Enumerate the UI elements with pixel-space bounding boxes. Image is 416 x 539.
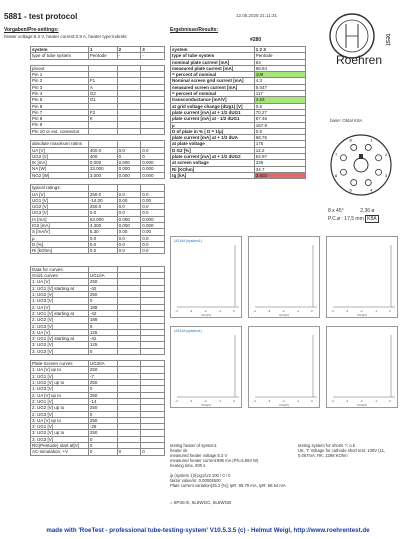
cell-value: 0.00 — [117, 197, 141, 203]
presettings-label: Vorgaben/Pre-settings: — [4, 27, 59, 33]
cell-value: 0 — [88, 298, 117, 304]
cell-value: 67.46 — [254, 116, 305, 122]
row-label: Pin 1 — [31, 72, 89, 78]
plot-title: UG1/IA (system1) — [174, 239, 202, 243]
cell-value: 400 — [88, 153, 117, 159]
cell-value: 250 — [88, 380, 117, 386]
cell-value: 0.0 — [117, 210, 141, 216]
cell-value: 0.6 — [254, 103, 305, 109]
cell-value: 0.0 — [117, 191, 141, 197]
row-label: nominal plate current [mA] — [171, 59, 255, 65]
row-label: 1: UG1 [V] starting at — [31, 285, 89, 291]
row-label: plate current [mA] at - 1/2 dUG1 — [171, 116, 255, 122]
row-label: at grid voltage change (dUg1) [V] — [171, 103, 255, 109]
cell-value: 0.00 — [141, 197, 165, 203]
row-label: system — [171, 47, 255, 53]
cell-value: 250 — [88, 292, 117, 298]
row-label: 2: UA [V] — [31, 304, 89, 310]
cell-value: 0.000 — [117, 166, 141, 172]
row-label: 3: UG1 [V] — [31, 424, 89, 430]
footer-credit: made with 'RoeTest - professional tube-testing-system' V10.5.3.5 (c) - Helmut Weigl, http://www.roehrentest.de — [46, 527, 370, 534]
cell-value: 0 — [88, 386, 117, 392]
row-label: 2: UG1 [V] — [31, 398, 89, 404]
curve-plot — [326, 326, 398, 408]
cell-value: 4.63 — [254, 97, 305, 103]
cell-value: 68.84 — [254, 65, 305, 71]
row-label: Pin 5 — [31, 97, 89, 103]
cell-value: - — [117, 53, 141, 59]
cell-value: 0.000 — [141, 160, 165, 166]
cell-value: -42 — [88, 285, 117, 291]
socket-pin — [351, 180, 357, 186]
row-label: 1: UG3 [V] — [31, 386, 89, 392]
row-label: D of plate in % ( D = 1/µ) — [171, 128, 255, 134]
note-line: ip (system 1)/(Ug1/U3 100 / 0 / 0 — [170, 473, 231, 478]
cell-value: 225 — [254, 160, 305, 166]
cell-value: 250 — [88, 367, 117, 373]
cell-value: 5.30 — [88, 229, 117, 235]
row-label: 2: UG2 [V] — [31, 317, 89, 323]
row-label: 2: UG1 [V] starting at — [31, 310, 89, 316]
socket-pin-number: 6 — [334, 172, 338, 178]
row-label: 1: UA [V] — [31, 279, 89, 285]
tick-label: -3 — [267, 399, 271, 403]
note-line: faktor value/m: 0.00004500 — [170, 478, 221, 483]
row-label: Ri [kOhm] — [31, 248, 89, 254]
tick-label: 0 — [311, 399, 313, 403]
cell-value: 0 — [88, 449, 117, 455]
cell-value: A — [88, 84, 117, 90]
cell-value: 400.0 — [88, 147, 117, 153]
table-row — [171, 172, 306, 178]
cell-value: 0 — [88, 348, 117, 354]
cell-value: 0 — [88, 436, 117, 442]
tick-label: -1 — [296, 399, 300, 403]
tick-label: -3 — [189, 399, 193, 403]
row-label: Grid1 curves: — [31, 273, 89, 279]
cell-value: 0 — [141, 153, 165, 159]
socket-pin-number: 2 — [384, 152, 388, 158]
cell-value: K — [88, 116, 117, 122]
socket-pin-number: 8 — [349, 137, 352, 143]
cell-value: 0.000 — [88, 160, 117, 166]
cell-value: 0 — [88, 323, 117, 329]
cell-value: 4.300 — [88, 222, 117, 228]
base-label: base: Oktal K8A — [330, 118, 363, 123]
cell-value: 109 — [254, 72, 305, 78]
cell-value: 157.9 — [254, 122, 305, 128]
roehrentest-logo — [316, 12, 402, 70]
row-label: µ — [171, 122, 255, 128]
tick-label: 0 — [233, 309, 235, 313]
row-label: IK [mA] — [31, 160, 89, 166]
cell-value: G2 — [88, 90, 117, 96]
row-label: Pin 7 — [31, 109, 89, 115]
row-label: 3: UG1 [V] starting at — [31, 336, 89, 342]
cell-value: 1 — [88, 47, 117, 53]
cell-value: 5.047 — [254, 84, 305, 90]
row-label: 3: UG2 [V] — [31, 342, 89, 348]
cell-value: -42 — [88, 336, 117, 342]
cell-value: -14.00 — [88, 197, 117, 203]
cell-value: Pentode — [254, 53, 305, 59]
cell-value: 250 — [88, 392, 117, 398]
cell-value: 0 — [88, 443, 117, 449]
cell-value: 250 — [88, 405, 117, 411]
x-axis-label: UG2[V] — [357, 403, 367, 407]
cell-value: 0.000 — [117, 172, 141, 178]
row-label: type of tube system — [171, 53, 255, 59]
note-line: UK, T: Voltage for cathode short test: 100V (11, — [298, 448, 386, 453]
cell-value: 34.7 — [254, 166, 305, 172]
row-label: at screen voltage — [171, 160, 255, 166]
cell-value: 250 — [88, 430, 117, 436]
tick-label: -2 — [204, 399, 207, 403]
tick-label: 0 — [233, 399, 235, 403]
cell-value: 0.0 — [141, 191, 165, 197]
row-label: measured plate current [mA] — [171, 65, 255, 71]
row-label: Pin 9 — [31, 122, 89, 128]
row-label: transconductance [mA/V] — [171, 97, 255, 103]
cell-value: 0.000 — [141, 222, 165, 228]
row-label: Pin 2 — [31, 78, 89, 84]
tick-label: -4 — [175, 309, 178, 313]
row-label: 3: UA [V] up to — [31, 417, 89, 423]
row-label: D G2 [%] — [171, 147, 255, 153]
row-label: Pin 4 — [31, 90, 89, 96]
cell-value: 0.000 — [117, 216, 141, 222]
cell-value: 70.27 — [254, 109, 305, 115]
equivalent-tubes: = 6P3S-E, 6L6WGC, 6L6WGB — [170, 500, 232, 505]
cell-value: - — [141, 53, 165, 59]
row-label: 2: UG3 [V] — [31, 411, 89, 417]
tick-label: -4 — [331, 399, 334, 403]
note-line: measured heater current:895 mA (Ph=5.594 W) — [170, 458, 259, 463]
cell-value: 188 — [88, 317, 117, 323]
tick-label: -2 — [204, 309, 207, 313]
tick-label: -2 — [360, 309, 363, 313]
cell-value: 0.0 — [88, 248, 117, 254]
row-label: at plate voltage — [171, 141, 255, 147]
row-label: UG2 [V] — [31, 204, 89, 210]
cell-value: -28 — [88, 424, 117, 430]
cell-value: UG2/IA — [88, 361, 117, 367]
tick-label: -1 — [374, 399, 378, 403]
note-line: testing heater of system1 — [170, 443, 217, 448]
cell-value: 0.0 — [141, 204, 165, 210]
row-label: system — [31, 47, 89, 53]
x-axis-label: UG1[V] — [279, 313, 289, 317]
cell-value: 0 — [117, 153, 141, 159]
results-table — [170, 46, 306, 179]
cell-value: 12.2 — [254, 147, 305, 153]
row-label: µ — [31, 235, 89, 241]
cell-value: -14 — [88, 398, 117, 404]
cell-value: 0.000 — [117, 160, 141, 166]
cell-value: 0.0 — [88, 235, 117, 241]
cell-value: 117 — [254, 91, 305, 97]
row-label: D [%] — [31, 241, 89, 247]
cell-value: -7 — [88, 373, 117, 379]
tick-label: -2 — [282, 309, 285, 313]
cell-value: 0.0 — [117, 204, 141, 210]
cell-value: 250.0 — [88, 191, 117, 197]
tick-label: -1 — [374, 309, 378, 313]
cell-value: 2 — [117, 47, 141, 53]
tick-label: -1 — [218, 309, 222, 313]
cell-value: F1 — [88, 78, 117, 84]
octal-socket-diagram — [322, 126, 400, 204]
cell-value: 0.0 — [88, 210, 117, 216]
row-label: typical ratings: — [31, 185, 89, 191]
tick-label: 0 — [389, 399, 391, 403]
cell-value: 0 — [88, 411, 117, 417]
pin-spacing: 8 x 45° 2,36 ø — [328, 208, 375, 214]
cell-value: 3 — [141, 47, 165, 53]
cell-value: 125 — [88, 329, 117, 335]
row-label: Data for curves: — [31, 266, 89, 272]
cell-value: Pentode — [88, 53, 117, 59]
tick-label: -3 — [267, 309, 271, 313]
row-label: 3: UG2 [V] up to — [31, 430, 89, 436]
tick-label: -1 — [218, 399, 222, 403]
cell-value: 63.000 — [88, 216, 117, 222]
x-axis-label: UG2[V] — [201, 403, 211, 407]
cell-value: 0.000 — [141, 172, 165, 178]
cell-value: 250 — [88, 279, 117, 285]
cell-value: 63 — [254, 59, 305, 65]
cell-value: 0.000 — [141, 166, 165, 172]
cell-value: 0.0 — [117, 235, 141, 241]
note-line: testing system for shorts ?: o.k. — [298, 443, 356, 448]
row-label: UA [V] — [31, 147, 89, 153]
table-row — [31, 449, 165, 455]
row-label: UA [V] — [31, 191, 89, 197]
row-label: S [mA/V] — [31, 229, 89, 235]
tick-label: 0 — [311, 309, 313, 313]
row-label: Plate-Screen curves — [31, 361, 89, 367]
short-test-notes — [298, 443, 385, 458]
curve-plot — [326, 236, 398, 318]
tick-label: -2 — [360, 399, 363, 403]
cell-value: 188 — [88, 304, 117, 310]
socket-pin — [365, 144, 371, 150]
cell-value: 250.0 — [88, 204, 117, 210]
plot-title: UG2/IA (system1) — [174, 329, 202, 333]
socket-pin — [340, 155, 346, 161]
row-label: AC-simulation, +V — [31, 449, 89, 455]
serial-number: #280 — [250, 37, 262, 43]
row-label: = percent of nominal — [171, 91, 255, 97]
tick-label: -3 — [189, 309, 193, 313]
row-label: 1: UG1 [V] — [31, 373, 89, 379]
row-label: Pin 10 or ext. connector — [31, 128, 89, 134]
socket-pin-number: 7 — [334, 152, 338, 158]
x-axis-label: UG1[V] — [201, 313, 211, 317]
tick-label: -1 — [296, 309, 300, 313]
row-label: plate current [mA] at + 1/2 dUA — [171, 135, 255, 141]
row-label: Ri [KOhm] — [171, 166, 255, 172]
row-label: IG2 [mA] — [31, 222, 89, 228]
presettings-table — [30, 46, 165, 456]
cell-value: 68.76 — [254, 135, 305, 141]
cell-value: 250 — [88, 417, 117, 423]
cell-value: 0.00 — [141, 229, 165, 235]
row-label: NA [W] — [31, 166, 89, 172]
row-label: 1: UG2 [V] — [31, 292, 89, 298]
row-label: = percent of nominal — [171, 72, 255, 78]
cell-value: 0.0 — [117, 241, 141, 247]
test-notes — [170, 443, 286, 488]
heater-info: heater voltage:6.3 V, heater current:0.9 A, heater type:indirekt — [4, 34, 127, 39]
cell-value: 125 — [88, 342, 117, 348]
cell-value: 3.503 — [254, 172, 305, 178]
cell-value: 0.0 — [117, 248, 141, 254]
cell-value: 3.000 — [88, 172, 117, 178]
tick-label: 0 — [389, 309, 391, 313]
results-label: Ergebnisse/Results: — [170, 27, 219, 33]
row-label: Pin 3 — [31, 84, 89, 90]
curve-plot — [248, 326, 320, 408]
tick-label: -4 — [331, 309, 334, 313]
row-label: tg [kA] — [171, 172, 255, 178]
note-line: heater ok — [170, 448, 188, 453]
row-label: pinout — [31, 65, 89, 71]
socket-pin-number: 4 — [370, 187, 373, 193]
cell-value: UG1/IA — [88, 273, 117, 279]
row-label: UG2 [V] — [31, 153, 89, 159]
curve-plot — [248, 236, 320, 318]
tick-label: -2 — [282, 399, 285, 403]
cell-value: 4.3 — [254, 78, 305, 84]
cell-value: 54.97 — [254, 154, 305, 160]
logo-side-text: test — [384, 34, 391, 46]
cell-value: 0.0 — [141, 147, 165, 153]
x-axis-label: UG2[V] — [279, 403, 289, 407]
cell-value: 0.0 — [141, 210, 165, 216]
row-label: plate current [mA] at + 1/2 dUG2 — [171, 154, 255, 160]
cell-value: 23.000 — [88, 166, 117, 172]
cell-value: 0 — [117, 449, 141, 455]
row-label: 3: UG3 [V] — [31, 348, 89, 354]
timestamp: 12.05.2025 21:11:31 — [236, 13, 277, 18]
cell-value: -42 — [88, 310, 117, 316]
cell-value: 0.00 — [117, 229, 141, 235]
row-label: 2: UA [V] up to — [31, 392, 89, 398]
row-label: Pin 8 — [31, 116, 89, 122]
cell-value: 0 — [141, 449, 165, 455]
page-title: 5881 - test protocol — [4, 12, 78, 21]
cell-value: 1 2 3 — [254, 47, 305, 53]
row-label: plate current [mA] at + 1/2 dUG1 — [171, 109, 255, 115]
row-label: absolute maximum ratins — [31, 141, 89, 147]
row-label: measured screen current [mA] — [171, 84, 255, 90]
logo-text: Roehren — [336, 53, 383, 67]
row-label: 1: UG2 [V] up to — [31, 380, 89, 386]
row-label: 1: UA [V] up to — [31, 367, 89, 373]
socket-pin — [340, 169, 346, 175]
cell-value: 0.000 — [117, 222, 141, 228]
row-label: 2: UG2 [V] up to — [31, 405, 89, 411]
row-label: UG1 [V] — [31, 197, 89, 203]
row-label: NG2 [W] — [31, 172, 89, 178]
cell-value: 0.0 — [117, 147, 141, 153]
socket-pin — [376, 169, 382, 175]
cell-value: F2 — [88, 109, 117, 115]
cell-value: 0.0 — [141, 235, 165, 241]
note-line: 0.067mA; RK: 1298 KOhm — [298, 453, 348, 458]
row-label: 3: UG3 [V] — [31, 436, 89, 442]
row-label: 1: UG3 [V] — [31, 298, 89, 304]
row-label: RG(Pentode) start at[V] — [31, 443, 89, 449]
row-label: type of tube system — [31, 53, 89, 59]
cell-value: 0.6 — [254, 128, 305, 134]
socket-pin-number: 5 — [349, 187, 352, 193]
tick-label: -4 — [253, 309, 256, 313]
row-label: 2: UG3 [V] — [31, 323, 89, 329]
cell-value: G1 — [88, 97, 117, 103]
note-line: Plate current variation(25.2 [%]; IpR: 85.79 mA, IpR: 68.54 mA — [170, 483, 286, 488]
cell-value: 0.0 — [141, 241, 165, 247]
row-label: Nominal screen grid current [mA] — [171, 78, 255, 84]
socket-pin — [351, 144, 357, 150]
row-label: IA [mA] — [31, 216, 89, 222]
tick-label: -3 — [345, 399, 349, 403]
x-axis-label: UG1[V] — [357, 313, 367, 317]
tick-label: -4 — [253, 399, 256, 403]
row-label: Pin 6 — [31, 103, 89, 109]
cell-value: 0.0 — [141, 248, 165, 254]
socket-pin-number: 1 — [370, 137, 373, 143]
row-label: UG3 [V] — [31, 210, 89, 216]
cell-value: 0.000 — [141, 216, 165, 222]
tick-label: -4 — [175, 399, 178, 403]
note-line: heating time, 800 s — [170, 463, 206, 468]
socket-pin — [365, 180, 371, 186]
curve-plot — [170, 326, 242, 408]
cell-value: 175 — [254, 141, 305, 147]
pitch-circle: P.C.ø : 17,5 mm K8A — [328, 216, 377, 222]
note-line: measured heater voltage:6.3 V — [170, 453, 228, 458]
socket-pin-number: 3 — [384, 172, 388, 178]
row-label: 3: UA [V] — [31, 329, 89, 335]
tick-label: -3 — [345, 309, 349, 313]
curve-plot — [170, 236, 242, 318]
socket-pin — [376, 155, 382, 161]
cell-value: 0.0 — [88, 241, 117, 247]
